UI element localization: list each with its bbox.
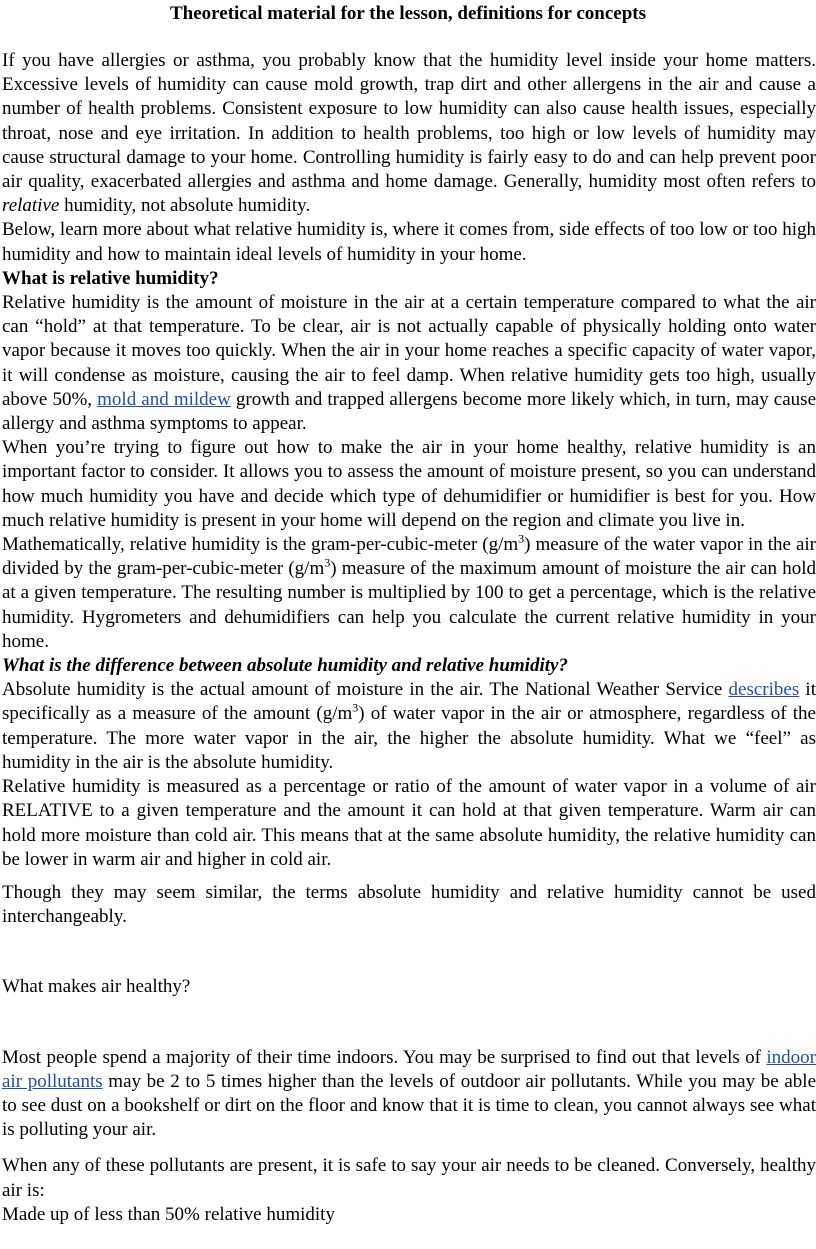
relative-humidity-paragraph [0, 291, 816, 436]
section-heading-difference: What is the difference between absolute humidity and relative humidity? [2, 655, 568, 677]
paragraph-text: Relative humidity is the amount of moisture in the air at a certain temperature compared to what the air can “hold” at that temperature. To be clear, air is not actually capable of physically holding onto water vapor because it moves too quickly. When the air in your home reaches a specific capacity of water vapor, it will condense as moisture, causing the air to feel damp. When relative humidity gets too high, usually above 50%, [2, 292, 816, 410]
overview-paragraph: Below, learn more about what relative humidity is, where it comes from, side effects of too low or too high humidity and how to maintain ideal levels of humidity in your home. [2, 219, 816, 265]
paragraph-text-end: may be 2 to 5 times higher than the levels of outdoor air pollutants. While you may be able to see dust on a bookshelf or dirt on the floor and know that it is time to clean, you cannot always see what is polluting your air. [2, 1070, 816, 1141]
paragraph-text-end: growth and trapped allergens become more likely which, in turn, may cause allergy and asthma symptoms to appear. [2, 388, 816, 435]
absolute-humidity-paragraph [0, 678, 816, 775]
paragraph-text-end: ) measure of the maximum amount of moisture the air can hold at a given temperature. The resulting number is multiplied by 100 to get a percentage, which is the relative humidity. Hygrometers and dehumidifiers can help you calculate the current relative humidity in your home. [2, 558, 816, 652]
superscript: 3 [324, 555, 331, 570]
section-heading-relative-humidity: What is relative humidity? [2, 267, 219, 289]
paragraph-text: Absolute humidity is the actual amount of moisture in the air. The National Weather Service [2, 679, 729, 701]
healthy-air-factor-paragraph: When you’re trying to figure out how to make the air in your home healthy, relative humidity is an important factor to consider. It allows you to assess the amount of moisture present, so you can understand how much humidity you have and decide which type of dehumidifier or humidifier is best for you. How much relative humidity is present in your home will depend on the region and climate you live in. [2, 437, 816, 531]
intro-paragraph [0, 49, 816, 218]
paragraph-text: Mathematically, relative humidity is the gram-per-cubic-meter (g/m [2, 534, 519, 556]
healthy-air-list-item: Made up of less than 50% relative humidity [2, 1203, 335, 1225]
healthy-air-question: What makes air healthy? [2, 976, 191, 998]
paragraph-text: Most people spend a majority of their time indoors. You may be surprised to find out that levels of [2, 1046, 767, 1068]
mold-and-mildew-link[interactable]: mold and mildew [97, 388, 231, 410]
superscript: 3 [518, 531, 525, 546]
not-interchangeable-paragraph: Though they may seem similar, the terms absolute humidity and relative humidity cannot be used interchangeably. [2, 881, 816, 928]
paragraph-text: ) measure of the water vapor in the air divided by the gram-per-cubic-meter (g/m [2, 534, 816, 580]
relative-vs-absolute-paragraph: Relative humidity is measured as a percentage or ratio of the amount of water vapor in a volume of air RELATIVE to a given temperature and the amount it can hold at that given temperature. Warm air can hold more moisture than cold air. This means that at the same absolute humidity, the relative humidity can be lower in warm air and higher in cold air. [2, 776, 816, 870]
superscript: 3 [352, 701, 359, 716]
describes-link[interactable]: describes [728, 679, 800, 701]
intro-text: If you have allergies or asthma, you probably know that the humidity level inside your home matters. Excessive levels of humidity can cause mold growth, trap dirt and other allergens in the air and cause a number of health problems. Consistent exposure to low humidity can also cause health issues, especially throat, nose and eye irritation. In addition to health problems, too high or low levels of humidity may cause structural damage to your home. Controlling humidity is fairly easy to do and can help prevent poor air quality, exacerbated allergies and asthma and home damage. Generally, humidity most often refers to [2, 50, 816, 193]
relative-emphasis: relative [2, 195, 60, 217]
page-title: Theoretical material for the lesson, definitions for concepts [170, 3, 646, 24]
formula-paragraph [0, 533, 816, 654]
intro-text-end: humidity, not absolute humidity. [59, 195, 311, 217]
paragraph-text: it specifically as a measure of the amount (g/m [2, 679, 816, 725]
clean-air-paragraph: When any of these pollutants are present, it is safe to say your air needs to be cleaned. Conversely, healthy air is: [2, 1155, 816, 1201]
document-page [0, 2, 816, 1249]
indoor-pollutants-paragraph [0, 1046, 816, 1143]
paragraph-text-end: ) of water vapor in the air or atmosphere, regardless of the temperature. The more water vapor in the air, the higher the absolute humidity. What we “feel” as humidity in the air is the absolute humidity. [2, 703, 816, 773]
indoor-air-pollutants-link[interactable]: indoor air pollutants [2, 1046, 816, 1092]
